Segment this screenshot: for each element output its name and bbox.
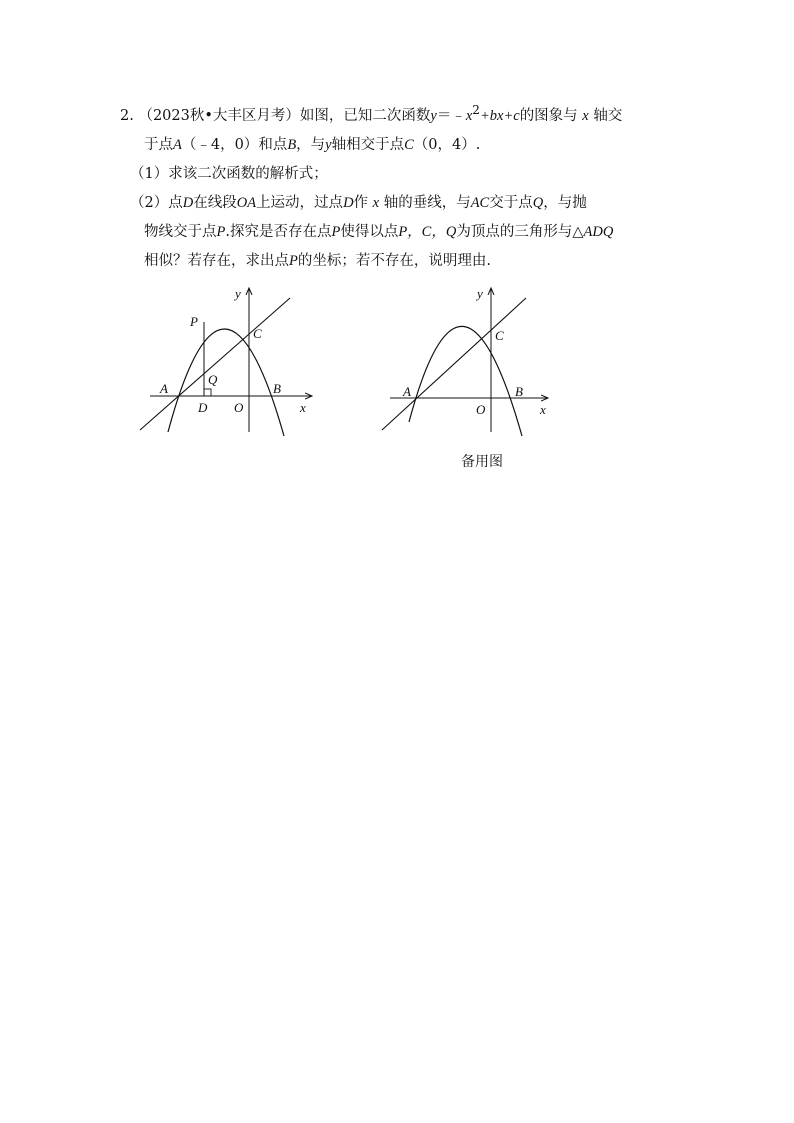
math-var: ADQ — [583, 223, 614, 240]
math-var: AC — [470, 194, 490, 211]
problem-source: （2023秋•大丰区月考） — [138, 107, 300, 124]
problem-text — [120, 96, 690, 276]
text-fragment: .探究是否存在点 — [225, 223, 332, 240]
superscript: 2 — [472, 103, 480, 117]
math-var: y — [325, 136, 332, 153]
label-d: D — [198, 400, 208, 415]
problem-line-6 — [120, 247, 690, 276]
text-fragment: 的坐标；若不存在，说明理由. — [297, 252, 491, 269]
math-var: x — [372, 194, 380, 211]
math-var: D — [343, 194, 354, 211]
label-y: y — [477, 286, 483, 301]
problem-line-2 — [120, 131, 690, 160]
text-fragment: 上运动，过点 — [256, 194, 344, 211]
text-fragment: （1）求该二次函数的解析式； — [130, 165, 328, 182]
text-fragment: 物线交于点 — [144, 223, 217, 240]
figure-caption: 备用图 — [461, 454, 503, 470]
text-fragment: 和点 — [258, 136, 288, 153]
math-var: D — [182, 194, 194, 211]
text-fragment: 使得以点 — [340, 223, 399, 240]
math-var: x — [465, 107, 473, 124]
text-fragment: 于点 — [144, 136, 173, 153]
label-a: A — [160, 381, 168, 396]
math-var: P — [331, 223, 341, 240]
problem-number: 2. — [120, 107, 134, 124]
parabola — [168, 329, 284, 436]
text-fragment: 轴相交于点 — [331, 136, 405, 153]
label-c: C — [253, 326, 262, 341]
label-y: y — [235, 286, 241, 301]
problem-line-1 — [120, 96, 690, 131]
text-fragment: 如图，已知二次函数 — [299, 107, 431, 124]
text-fragment: 在线段 — [193, 194, 237, 211]
label-x: x — [300, 400, 306, 415]
text-fragment: 轴的垂线，与 — [383, 194, 471, 211]
text-fragment: ，与抛 — [543, 194, 587, 211]
label-q: Q — [208, 372, 218, 387]
math-var: Q — [532, 194, 544, 211]
label-a: A — [403, 384, 411, 399]
line-ac — [382, 298, 526, 430]
question-2 — [120, 189, 690, 218]
label-p: P — [190, 314, 198, 329]
math-var: C — [404, 136, 414, 153]
question-1 — [120, 160, 690, 189]
right-angle-mark — [204, 389, 211, 396]
text-fragment: 轴交 — [593, 107, 623, 124]
figure-2 — [376, 282, 556, 438]
text-fragment: ，与 — [296, 136, 326, 153]
math-var: y — [430, 107, 437, 124]
figure-1 — [132, 282, 322, 438]
label-b: B — [515, 384, 523, 399]
text-fragment: 相似？若存在，求出点 — [144, 252, 289, 269]
text-fragment: . — [475, 136, 481, 153]
math-var: B — [287, 136, 297, 153]
math-var: P — [289, 252, 298, 269]
text-fragment: （﹣4，0） — [181, 136, 259, 153]
text-fragment: （0，4） — [413, 136, 476, 153]
line-ac — [140, 298, 290, 430]
parabola — [409, 326, 522, 436]
math-var: OA — [236, 194, 257, 211]
text-fragment: （2）点 — [130, 194, 183, 211]
text-fragment: ＝﹣ — [436, 107, 466, 124]
text-fragment: 交于点 — [489, 194, 533, 211]
label-b: B — [273, 381, 281, 396]
math-var: A — [173, 136, 182, 153]
problem-line-5 — [120, 218, 690, 247]
text-fragment: 为顶点的三角形与△ — [456, 223, 584, 240]
label-o: O — [476, 402, 486, 417]
math-var: +bx+c — [479, 107, 520, 124]
label-o: O — [234, 400, 244, 415]
text-fragment: 的图象与 — [519, 107, 578, 124]
math-var: x — [582, 107, 589, 124]
math-var: P，C，Q — [398, 223, 457, 240]
math-var: P — [216, 223, 226, 240]
text-fragment: 作 — [353, 194, 369, 211]
label-c: C — [495, 328, 504, 343]
label-x: x — [540, 402, 546, 417]
